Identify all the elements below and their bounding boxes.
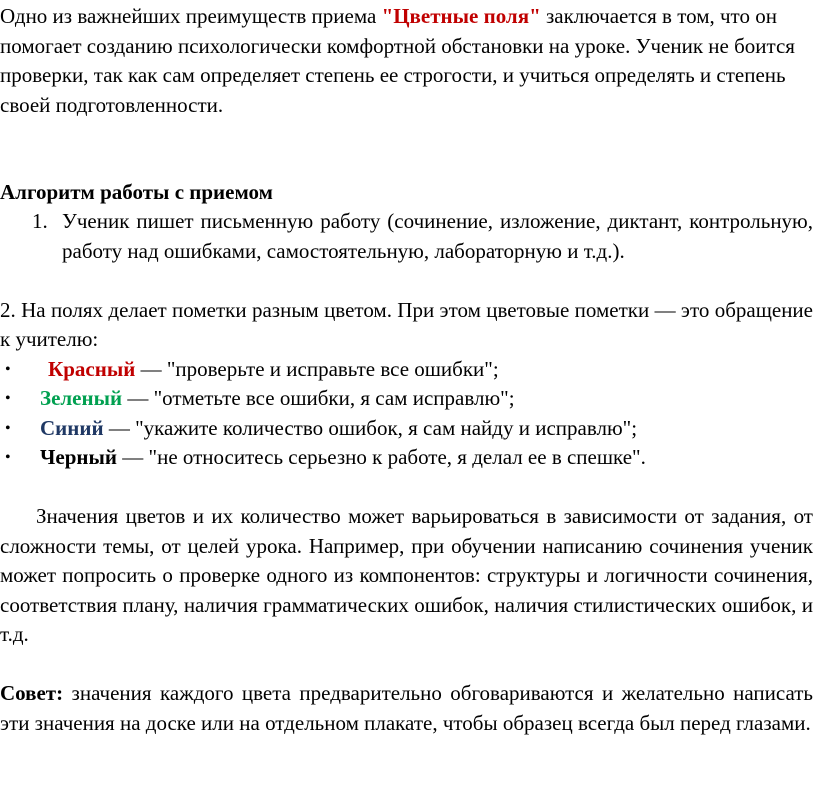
list-item-number: 1. — [32, 209, 48, 233]
color-meaning: — "укажите количество ошибок, я сам найду и исправлю"; — [103, 415, 638, 440]
spacer — [0, 150, 813, 178]
color-meaning: — "отметьте все ошибки, я сам исправлю"; — [122, 386, 515, 410]
color-name-green: Зеленый — [40, 386, 123, 410]
list-item — [0, 355, 813, 385]
spacer — [0, 650, 813, 680]
advice-label: Совет: — [0, 681, 64, 705]
algorithm-heading: Алгоритм работы с приемом — [0, 179, 273, 204]
bullet-icon: • — [5, 449, 11, 466]
step-2-paragraph: 2. На полях делает пометки разным цветом. При этом цветовые пометки — это обращение к учителю: — [0, 297, 813, 351]
intro-text-before: Одно из важнейших преимуществ приема — [0, 4, 382, 28]
bullet-icon: • — [5, 360, 11, 378]
technique-name: "Цветные поля" — [381, 4, 541, 28]
intro-paragraph — [0, 2, 813, 120]
spacer — [0, 266, 813, 296]
color-meaning: — "проверьте и исправьте все ошибки"; — [135, 356, 499, 381]
color-name-red: Красный — [48, 356, 136, 381]
list-item — [0, 207, 813, 266]
advice-paragraph — [0, 679, 813, 738]
spacer — [0, 120, 813, 150]
color-meaning: — "не относитесь серьезно к работе, я делал ее в спешке". — [117, 445, 646, 469]
bullet-icon: • — [5, 390, 11, 407]
intro-text-after: заключается в том, что он помогает созданию психологически комфортной обстановки на уроке. Ученик не боится проверки, так как сам определяет степень ее строгости, и учиться определять и степень своей подготовленности. — [0, 4, 795, 117]
color-meaning-list — [0, 355, 813, 473]
spacer — [0, 473, 813, 503]
color-name-black: Черный — [40, 445, 118, 469]
list-item — [0, 443, 813, 473]
list-item — [0, 414, 813, 444]
list-item-text: Ученик пишет письменную работу (сочинение, изложение, диктант, контрольную, работу над ошибками, самостоятельную, лабораторную и т.д.). — [62, 209, 813, 263]
algorithm-list — [0, 207, 813, 266]
list-item — [0, 384, 813, 414]
color-name-blue: Синий — [40, 415, 104, 440]
advice-text: значения каждого цвета предварительно обговариваются и желательно написать эти значения на доске или на отдельном плакате, чтобы образец всегда был перед глазами. — [0, 681, 813, 735]
color-values-paragraph: Значения цветов и их количество может варьироваться в зависимости от задания, от сложности темы, от целей урока. Например, при обучении написанию сочинения ученик может попросить о проверке одного из компонентов: структуры и логичности сочинения, соответствия плану, наличия грамматических ошибок, наличия стилистических ошибок, и т.д. — [0, 504, 813, 646]
bullet-icon: • — [5, 419, 11, 437]
